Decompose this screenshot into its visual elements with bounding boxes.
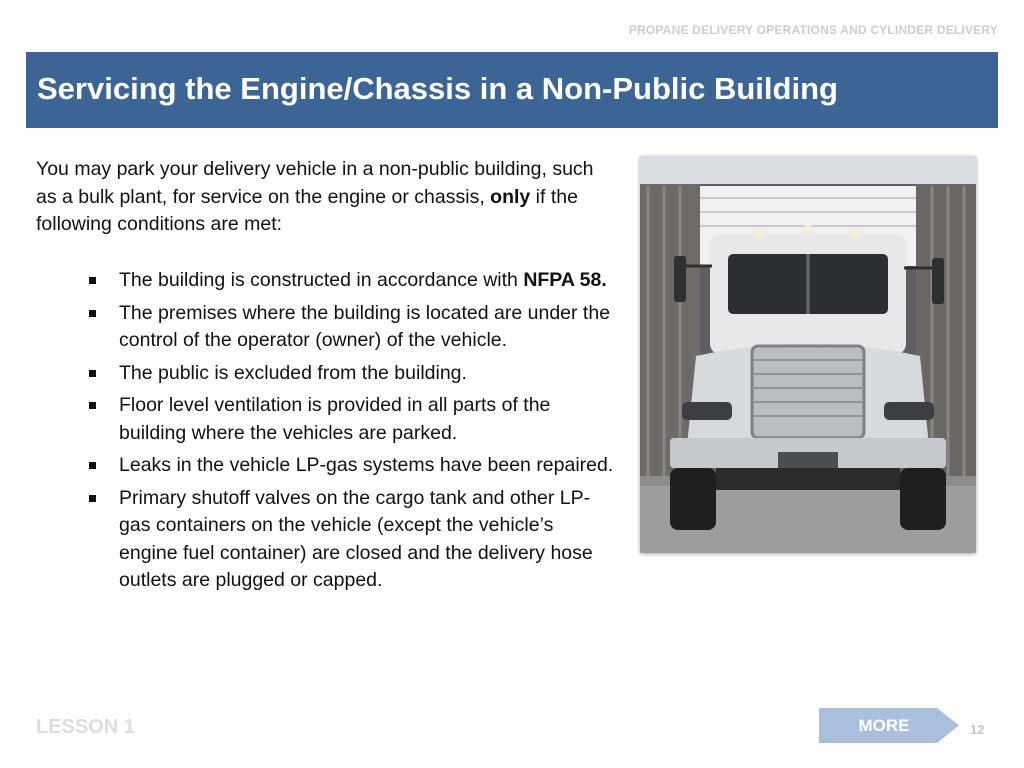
intro-text: You may park your delivery vehicle in a non-public building, such as a bulk plant, for service on the engine or chassis, [36, 158, 594, 208]
truck-illustration [640, 156, 976, 553]
list-item [86, 485, 616, 595]
list-item-text: Leaks in the vehicle LP-gas systems have been repaired. [119, 454, 614, 476]
list-item-bold: NFPA 58. [523, 269, 607, 291]
list-item-text: Primary shutoff valves on the cargo tank and other LP-gas containers on the vehicle (except the vehicle’s engine fuel container) are closed and the delivery hose outlets are plugged or capped. [119, 486, 593, 591]
list-item [86, 360, 616, 388]
bullet-square-icon [89, 462, 96, 469]
conditions-list [86, 267, 616, 600]
more-button-label: MORE [858, 716, 910, 735]
more-button[interactable] [819, 708, 959, 743]
intro-text-end: if the following conditions are met: [36, 185, 578, 235]
bullet-square-icon [89, 370, 96, 377]
intro-emphasis: only [490, 185, 531, 208]
bullet-square-icon [89, 277, 96, 284]
list-item [86, 300, 616, 355]
list-item-text: The premises where the building is located are under the control of the operator (owner) of the vehicle. [119, 301, 611, 351]
list-item [86, 452, 616, 480]
bullet-square-icon [89, 495, 96, 502]
bullet-square-icon [89, 402, 96, 409]
slide-title: Servicing the Engine/Chassis in a Non-Public Building [37, 71, 838, 106]
list-item-text: Floor level ventilation is provided in all parts of the building where the vehicles are parked. [119, 394, 551, 444]
intro-paragraph [36, 156, 606, 239]
page-number: 12 [970, 722, 985, 737]
lesson-label: LESSON 1 [36, 716, 135, 738]
course-title: PROPANE DELIVERY OPERATIONS AND CYLINDER DELIVERY [628, 23, 998, 37]
title-bar [26, 52, 998, 128]
list-item [86, 392, 616, 447]
bullet-square-icon [89, 310, 96, 317]
list-item [86, 267, 616, 295]
list-item-text: The building is constructed in accordance with [119, 269, 524, 291]
list-item-text: The public is excluded from the building. [119, 361, 467, 384]
truck-photo [640, 156, 976, 553]
